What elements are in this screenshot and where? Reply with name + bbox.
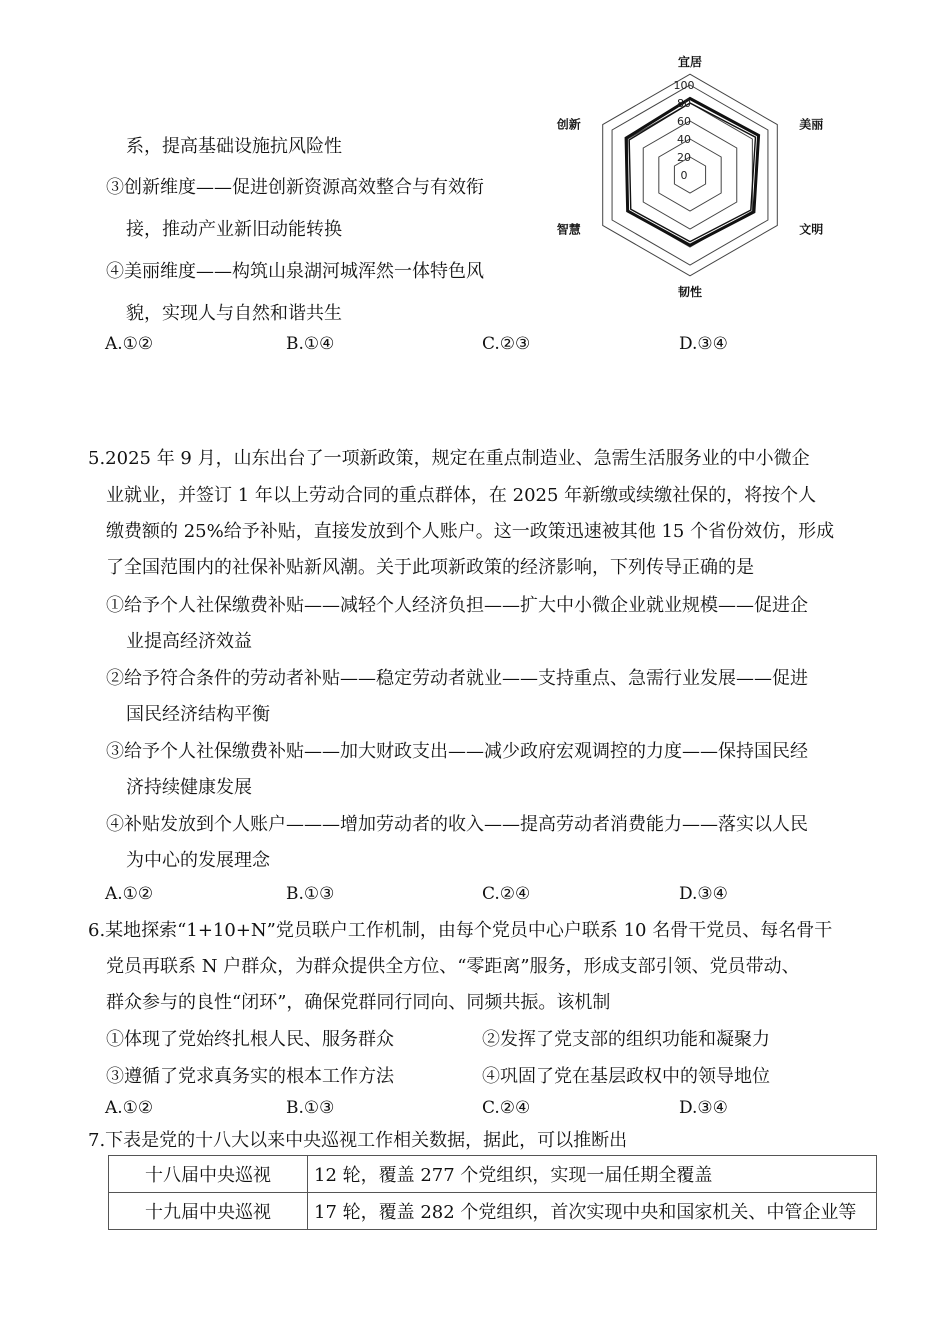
q5-option-b: B.①③ bbox=[286, 884, 335, 904]
q5-stem-line1: 5.2025 年 9 月，山东出台了一项新政策，规定在重点制造业、急需生活服务业的中小微企 bbox=[88, 448, 810, 469]
q4-item3-line1: ③创新维度——促进创新资源高效整合与有效衔 bbox=[106, 177, 484, 198]
q4-option-b: B.①④ bbox=[286, 334, 335, 354]
radar-chart bbox=[535, 30, 855, 299]
radar-series bbox=[626, 99, 759, 246]
radar-grid-ring bbox=[612, 85, 768, 265]
radar-axis-label: 智慧 bbox=[556, 222, 581, 237]
radar-tick-label: 20 bbox=[677, 151, 691, 164]
radar-axis-label: 创新 bbox=[556, 117, 581, 132]
q6-stem-line2: 党员再联系 N 户群众，为群众提供全方位、“零距离”服务，形成支部引领、党员带动、 bbox=[106, 956, 800, 977]
radar-axis-label: 韧性 bbox=[677, 284, 703, 299]
q4-item4-line1: ④美丽维度——构筑山泉湖河城浑然一体特色风 bbox=[106, 261, 484, 282]
q6-option-c: C.②④ bbox=[482, 1098, 531, 1118]
q6-item2: ②发挥了党支部的组织功能和凝聚力 bbox=[482, 1029, 770, 1050]
q5-item1-line1: ①给予个人社保缴费补贴——减轻个人经济负担——扩大中小微企业就业规模——促进企 bbox=[106, 595, 808, 616]
q5-stem-line3: 缴费额的 25%给予补贴，直接发放到个人账户。这一政策迅速被其他 15 个省份效仿，形成 bbox=[106, 521, 835, 542]
table-row bbox=[109, 1193, 877, 1230]
q5-item1-line2: 业提高经济效益 bbox=[126, 631, 252, 652]
q6-item1: ①体现了党始终扎根人民、服务群众 bbox=[106, 1029, 394, 1050]
q4-option-d: D.③④ bbox=[679, 334, 728, 354]
q4-option-a: A.①② bbox=[105, 334, 154, 354]
q4-item4-line2: 貌，实现人与自然和谐共生 bbox=[126, 303, 342, 324]
q5-stem-line4: 了全国范围内的社保补贴新风潮。关于此项新政策的经济影响，下列传导正确的是 bbox=[106, 557, 754, 578]
radar-axis-label: 文明 bbox=[799, 222, 824, 237]
q5-item3-line1: ③给予个人社保缴费补贴——加大财政支出——减少政府宏观调控的力度——保持国民经 bbox=[106, 741, 808, 762]
q6-stem-line1: 6.某地探索“1+10+N”党员联户工作机制，由每个党员中心户联系 10 名骨干党员、每名骨干 bbox=[88, 920, 833, 941]
q6-item4: ④巩固了党在基层政权中的领导地位 bbox=[482, 1066, 770, 1087]
q5-item4-line1: ④补贴发放到个人账户———增加劳动者的收入——提高劳动者消费能力——落实以人民 bbox=[106, 814, 808, 835]
q6-item3: ③遵循了党求真务实的根本工作方法 bbox=[106, 1066, 394, 1087]
q4-item3-line2: 接，推动产业新旧动能转换 bbox=[126, 219, 342, 240]
q6-option-d: D.③④ bbox=[679, 1098, 728, 1118]
q4-option-c: C.②③ bbox=[482, 334, 531, 354]
q4-line1: 系，提高基础设施抗风险性 bbox=[126, 136, 342, 157]
table-cell-session: 十九届中央巡视 bbox=[109, 1193, 308, 1230]
q6-option-b: B.①③ bbox=[286, 1098, 335, 1118]
radar-tick-labels bbox=[674, 79, 695, 182]
q5-stem-line2: 业就业，并签订 1 年以上劳动合同的重点群体，在 2025 年新缴或续缴社保的，将按个人 bbox=[106, 485, 817, 506]
q5-item2-line1: ②给予符合条件的劳动者补贴——稳定劳动者就业——支持重点、急需行业发展——促进 bbox=[106, 668, 808, 689]
radar-tick-label: 40 bbox=[677, 133, 691, 146]
radar-tick-label: 60 bbox=[677, 115, 691, 128]
radar-grid-ring bbox=[659, 139, 721, 211]
table-row bbox=[109, 1156, 877, 1193]
q5-item2-line2: 国民经济结构平衡 bbox=[126, 704, 270, 725]
q5-option-c: C.②④ bbox=[482, 884, 531, 904]
q5-item3-line2: 济持续健康发展 bbox=[126, 777, 252, 798]
radar-tick-label: 100 bbox=[673, 79, 695, 92]
table-cell-session: 十八届中央巡视 bbox=[109, 1156, 308, 1193]
q6-stem-line3: 群众参与的良性“闭环”，确保党群同行同向、同频共振。该机制 bbox=[106, 992, 611, 1013]
q7-table bbox=[108, 1155, 877, 1230]
q5-option-a: A.①② bbox=[105, 884, 154, 904]
radar-tick-label: 0 bbox=[680, 169, 688, 182]
radar-axis-label: 宜居 bbox=[677, 55, 703, 70]
table-cell-detail: 12 轮，覆盖 277 个党组织，实现一届任期全覆盖 bbox=[308, 1156, 877, 1193]
table-cell-detail: 17 轮，覆盖 282 个党组织，首次实现中央和国家机关、中管企业等 bbox=[308, 1193, 877, 1230]
radar-axis-label: 美丽 bbox=[799, 117, 824, 132]
q5-item4-line2: 为中心的发展理念 bbox=[126, 850, 270, 871]
q6-option-a: A.①② bbox=[105, 1098, 154, 1118]
radar-series-thick bbox=[626, 99, 759, 246]
radar-tick-label: 80 bbox=[677, 97, 691, 110]
q7-stem: 7.下表是党的十八大以来中央巡视工作相关数据，据此，可以推断出 bbox=[88, 1130, 628, 1151]
q5-option-d: D.③④ bbox=[679, 884, 728, 904]
